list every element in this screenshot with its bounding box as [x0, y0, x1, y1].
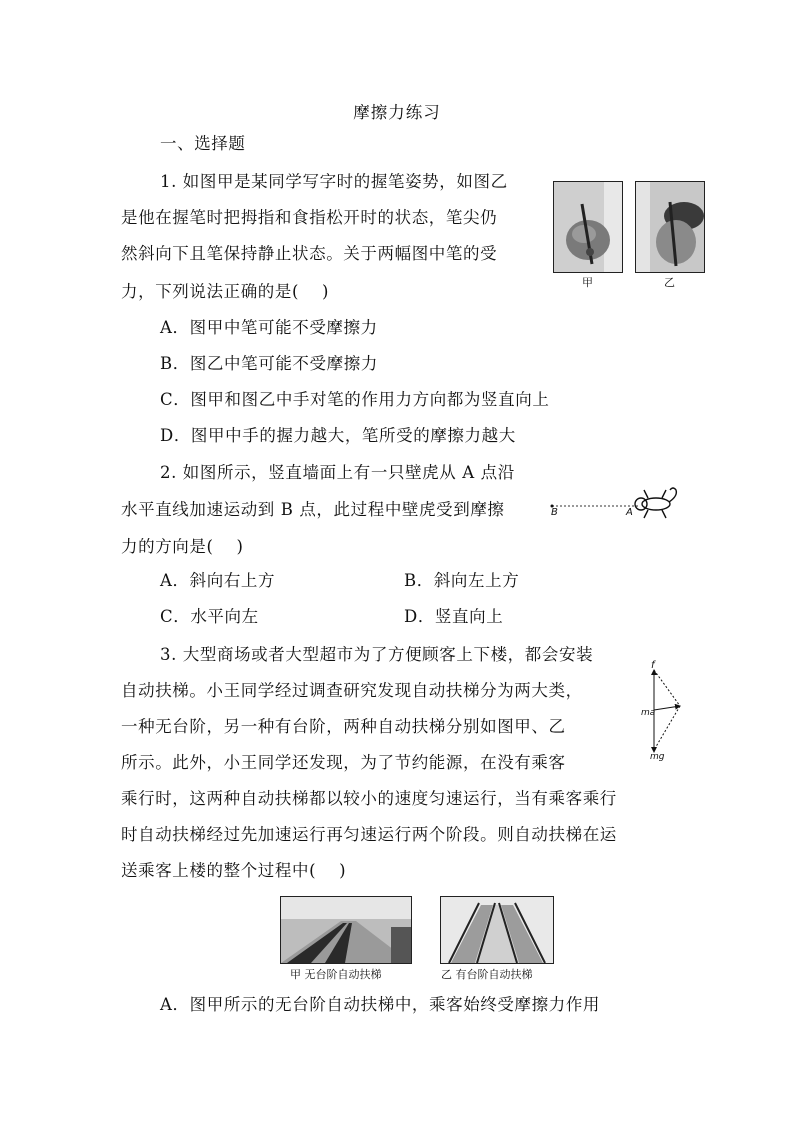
escalator-photo-steps [440, 896, 554, 964]
pen-grip-photo-yi [635, 181, 705, 273]
gecko-icon [635, 488, 676, 518]
q3-line-3: 一种无台阶，另一种有台阶，两种自动扶梯分别如图甲、乙 [121, 717, 566, 736]
q3-line-4: 所示。此外，小王同学还发现，为了节约能源，在没有乘客 [121, 753, 566, 772]
escalator-photo-flat [280, 896, 412, 964]
q1-line-2: 是他在握笔时把拇指和食指松开时的状态，笔尖仍 [121, 208, 498, 227]
q1-fig-label-jia: 甲 [582, 276, 593, 289]
q3-line-6: 时自动扶梯经过先加速运行再匀速运行两个阶段。则自动扶梯在运 [121, 825, 617, 844]
step-escalator-image [441, 897, 553, 963]
force-label-mg: mg [650, 752, 665, 762]
q1-line-3: 然斜向下且笔保持静止状态。关于两幅图中笔的受 [121, 244, 498, 263]
q2-line-2: 水平直线加速运动到 B 点，此过程中壁虎受到摩擦 [121, 500, 505, 519]
gecko-diagram [548, 484, 688, 526]
force-label-f: f [651, 660, 655, 671]
pen-grip-jia-image [554, 182, 622, 272]
q3-line-1: 3. 大型商场或者大型超市为了方便顾客上下楼，都会安装 [160, 645, 594, 664]
q2-option-c: C．水平向左 [160, 607, 259, 626]
q1-line-1: 1. 如图甲是某同学写字时的握笔姿势，如图乙 [160, 172, 508, 191]
q3-option-a: A．图甲所示的无台阶自动扶梯中，乘客始终受摩擦力作用 [160, 995, 601, 1014]
q1-line-4: 力，下列说法正确的是( ) [121, 282, 330, 301]
q2-point-a-label: A [626, 507, 633, 518]
section-heading: 一、选择题 [160, 134, 246, 153]
q2-point-b-label: B [551, 507, 558, 518]
pen-grip-photo-jia [553, 181, 623, 273]
q3-line-5: 乘行时，这两种自动扶梯都以较小的速度匀速运行，当有乘客乘行 [121, 789, 617, 808]
q2-option-d: D．竖直向上 [404, 607, 504, 626]
page-title: 摩擦力练习 [353, 103, 441, 122]
q2-option-a: A．斜向右上方 [160, 571, 276, 590]
pen-grip-yi-image [636, 182, 704, 272]
q2-line-3: 力的方向是( ) [121, 537, 244, 556]
q2-line-1: 2. 如图所示，竖直墙面上有一只壁虎从 A 点沿 [160, 463, 515, 482]
q1-option-a: A．图甲中笔可能不受摩擦力 [160, 318, 378, 337]
q1-fig-label-yi: 乙 [664, 276, 675, 289]
force-label-ma: ma [641, 708, 656, 718]
q3-line-2: 自动扶梯。小王同学经过调查研究发现自动扶梯分为两大类， [121, 681, 583, 700]
q3-caption-yi: 乙 有台阶自动扶梯 [441, 968, 533, 981]
q2-option-b: B．斜向左上方 [404, 571, 520, 590]
q3-line-7: 送乘客上楼的整个过程中( ) [121, 861, 347, 880]
q1-option-c: C．图甲和图乙中手对笔的作用力方向都为竖直向上 [160, 390, 550, 409]
q3-caption-jia: 甲 无台阶自动扶梯 [290, 968, 382, 981]
flat-escalator-image [281, 897, 411, 963]
q1-option-b: B．图乙中笔可能不受摩擦力 [160, 354, 378, 373]
q1-option-d: D．图甲中手的握力越大，笔所受的摩擦力越大 [160, 426, 516, 445]
